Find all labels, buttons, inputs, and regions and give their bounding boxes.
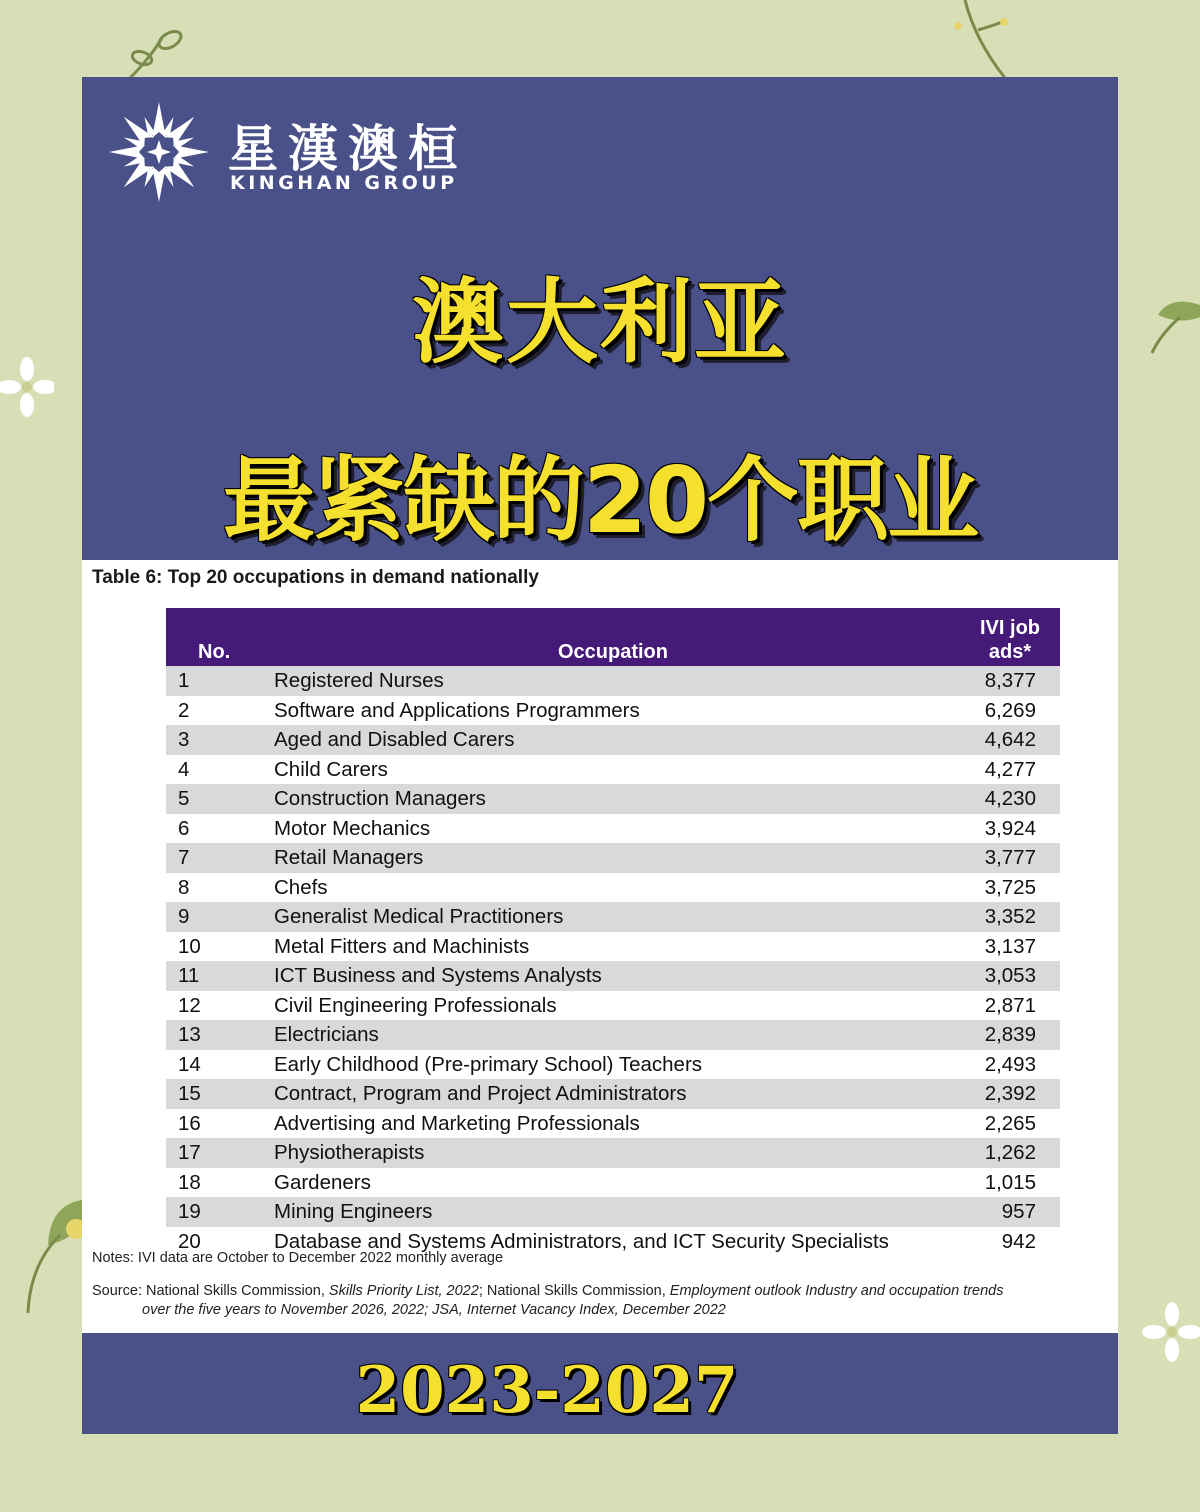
row-occupation: Metal Fitters and Machinists — [274, 934, 530, 958]
row-ads: 957 — [1001, 1200, 1036, 1223]
row-number: 3 — [178, 728, 190, 751]
row-number: 12 — [178, 993, 201, 1017]
row-ads: 4,642 — [984, 728, 1036, 751]
table-row — [166, 666, 1060, 696]
header-occupation: Occupation — [557, 641, 668, 663]
table-row — [166, 961, 1060, 991]
row-number: 6 — [178, 816, 190, 840]
table-source — [92, 1282, 1112, 1320]
source-part: Internet Vacancy Index, December 2022 — [466, 1302, 726, 1318]
table-row — [166, 725, 1060, 755]
row-occupation: Motor Mechanics — [274, 816, 431, 840]
sprig-icon — [940, 0, 1020, 78]
row-ads: 1,015 — [984, 1170, 1036, 1194]
table-row — [166, 932, 1060, 962]
table-notes: Notes: IVI data are October to December 2022 monthly average — [92, 1250, 504, 1266]
row-ads: 8,377 — [984, 669, 1036, 692]
brand-name-en: KINGHAN GROUP — [230, 172, 458, 194]
sprig-icon — [120, 28, 190, 80]
header-no: No. — [198, 641, 231, 663]
row-number: 7 — [178, 846, 190, 869]
row-ads: 2,871 — [984, 993, 1036, 1017]
row-ads: 3,924 — [984, 816, 1036, 840]
row-occupation: Contract, Program and Project Administrators — [274, 1082, 687, 1105]
row-number: 19 — [178, 1200, 201, 1223]
row-occupation: Registered Nurses — [274, 669, 444, 692]
row-number: 17 — [178, 1141, 201, 1164]
leaf-icon — [20, 1195, 82, 1315]
footer-band — [82, 1333, 1118, 1434]
flower-icon — [0, 355, 54, 419]
source-part: , 2022; JSA, — [383, 1302, 467, 1318]
row-occupation: Child Carers — [274, 757, 388, 781]
row-occupation: Construction Managers — [274, 787, 486, 810]
row-number: 9 — [178, 905, 190, 928]
table-row — [166, 1138, 1060, 1168]
row-number: 18 — [178, 1170, 201, 1194]
row-number: 15 — [178, 1082, 201, 1105]
table-row — [166, 991, 1060, 1021]
row-ads: 2,392 — [984, 1082, 1036, 1105]
row-occupation: Software and Applications Programmers — [274, 698, 640, 722]
row-number: 5 — [178, 787, 190, 810]
source-part: Skills Priority List, 2022 — [328, 1283, 479, 1299]
table-row — [166, 843, 1060, 873]
row-number: 11 — [178, 964, 200, 987]
table-row — [166, 1050, 1060, 1080]
leaf-icon — [1140, 285, 1200, 355]
source-part: over the five years to November 2026 — [142, 1302, 384, 1318]
row-occupation: Aged and Disabled Carers — [274, 728, 515, 751]
row-ads: 2,493 — [984, 1052, 1036, 1076]
table-header — [166, 608, 1060, 666]
row-ads: 3,053 — [984, 964, 1036, 987]
brand-name-cn: 星漢澳桓 — [228, 120, 468, 178]
row-occupation: Generalist Medical Practitioners — [274, 905, 564, 928]
year-range: 2023-2027 — [355, 1353, 739, 1428]
source-part: Source: National Skills Commission, — [92, 1283, 329, 1299]
headline-line-2: 最紧缺的20个职业 — [222, 447, 978, 554]
table-row — [166, 1197, 1060, 1227]
row-occupation: Physiotherapists — [274, 1141, 425, 1164]
row-ads: 942 — [1001, 1229, 1036, 1253]
content-card — [82, 77, 1118, 1434]
table-row — [166, 755, 1060, 785]
table-row — [166, 1079, 1060, 1109]
table-row — [166, 696, 1060, 726]
row-occupation: Early Childhood (Pre-primary School) Teachers — [274, 1052, 703, 1076]
row-ads: 6,269 — [984, 698, 1036, 722]
row-occupation: Retail Managers — [274, 846, 424, 869]
row-number: 20 — [178, 1229, 201, 1253]
table-row — [166, 1020, 1060, 1050]
occupations-table — [166, 608, 1060, 1256]
row-occupation: Advertising and Marketing Professionals — [274, 1111, 640, 1135]
table-row — [166, 1109, 1060, 1139]
row-ads: 3,352 — [984, 905, 1036, 928]
row-occupation: Database and Systems Administrators, and ICT Security Specialists — [274, 1229, 889, 1253]
table-body — [166, 666, 1060, 1256]
row-ads: 3,777 — [984, 846, 1036, 869]
table-row — [166, 873, 1060, 903]
row-number: 1 — [178, 669, 190, 692]
row-occupation: Civil Engineering Professionals — [274, 993, 557, 1017]
row-number: 16 — [178, 1111, 201, 1135]
header-ivi-line-2: ads* — [988, 641, 1032, 663]
table-title: Table 6: Top 20 occupations in demand nationally — [92, 567, 539, 588]
source-part: ; National Skills Commission, — [478, 1283, 670, 1299]
header-ivi-job-ads — [966, 616, 1054, 664]
table-row — [166, 814, 1060, 844]
row-number: 4 — [178, 757, 190, 781]
headline-line-1: 澳大利亚 — [411, 269, 788, 376]
row-ads: 1,262 — [984, 1141, 1036, 1164]
row-number: 13 — [178, 1023, 201, 1046]
row-number: 8 — [178, 875, 190, 899]
row-number: 10 — [178, 934, 201, 958]
row-number: 2 — [178, 698, 190, 722]
row-occupation: Electricians — [274, 1023, 379, 1046]
table-row — [166, 1168, 1060, 1198]
row-ads: 4,230 — [984, 787, 1036, 810]
header-band — [82, 77, 1118, 560]
row-occupation: Mining Engineers — [274, 1200, 433, 1223]
row-ads: 2,839 — [984, 1023, 1036, 1046]
row-ads: 3,725 — [984, 875, 1036, 899]
row-ads: 4,277 — [984, 757, 1036, 781]
table-row — [166, 784, 1060, 814]
row-occupation: Chefs — [274, 875, 328, 899]
table-row — [166, 902, 1060, 932]
kinghan-logo-icon — [104, 97, 214, 207]
header-ivi-line-1: IVI job — [980, 617, 1040, 639]
row-occupation: Gardeners — [274, 1170, 371, 1194]
row-ads: 2,265 — [984, 1111, 1036, 1135]
flower-icon — [1142, 1300, 1200, 1366]
source-part: Employment outlook Industry and occupation trends — [669, 1283, 1004, 1299]
row-number: 14 — [178, 1052, 201, 1076]
row-occupation: ICT Business and Systems Analysts — [274, 964, 602, 987]
row-ads: 3,137 — [984, 934, 1036, 958]
